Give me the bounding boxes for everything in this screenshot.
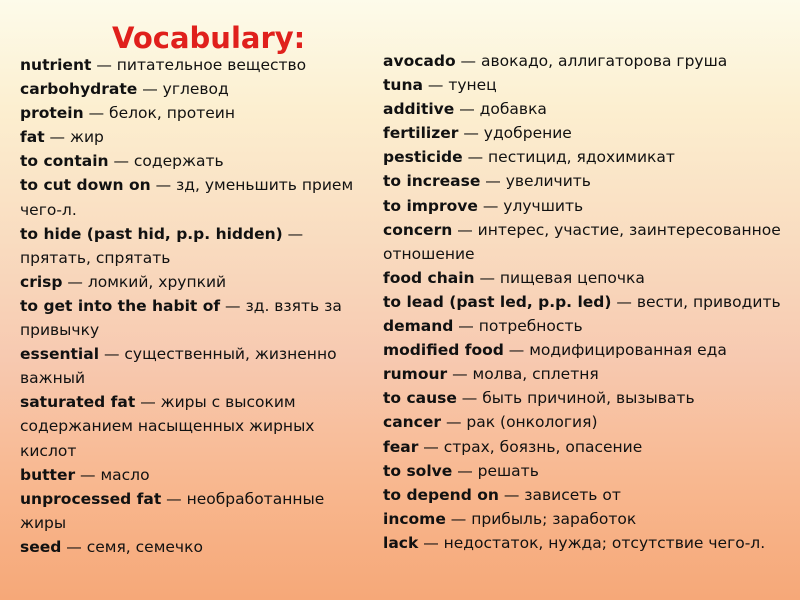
vocabulary-term: cancer <box>383 413 442 432</box>
vocabulary-entry <box>20 125 365 149</box>
vocabulary-term: to lead (past led, p.p. led) <box>383 292 612 311</box>
vocabulary-term: to get into the habit of <box>20 296 221 315</box>
vocabulary-entry <box>20 77 365 101</box>
term-separator: — <box>150 176 177 195</box>
vocabulary-translation: авокадо, аллигаторова груша <box>480 52 728 70</box>
term-separator: — <box>108 152 134 171</box>
term-separator: — <box>453 317 479 336</box>
vocabulary-translation: интерес, участие, заинтересованное отношение <box>383 220 781 263</box>
term-separator: — <box>91 56 117 74</box>
vocabulary-term: avocado <box>383 52 456 70</box>
vocabulary-term: rumour <box>383 365 448 384</box>
term-separator: — <box>161 489 187 508</box>
vocabulary-term: saturated fat <box>20 393 136 412</box>
term-separator: — <box>454 100 480 119</box>
vocabulary-entry <box>383 386 788 410</box>
vocabulary-entry <box>20 173 365 221</box>
term-separator: — <box>220 296 246 315</box>
term-separator: — <box>458 124 484 143</box>
vocabulary-term: essential <box>20 345 100 364</box>
vocabulary-translation: рак (онкология) <box>466 413 598 432</box>
vocabulary-term: food chain <box>383 268 475 287</box>
vocabulary-entry <box>20 487 365 535</box>
term-separator: — <box>422 76 449 95</box>
vocabulary-term: to cause <box>383 389 457 408</box>
vocabulary-entry <box>383 73 788 97</box>
term-separator: — <box>480 172 506 191</box>
vocabulary-translation: прятать, спрятать <box>20 248 171 267</box>
vocabulary-translation: тунец <box>448 76 497 95</box>
term-separator: — <box>452 220 478 239</box>
vocabulary-term: tuna <box>383 76 423 95</box>
vocabulary-translation: ломкий, хрупкий <box>87 272 227 291</box>
vocabulary-term: modified food <box>383 341 504 360</box>
vocabulary-translation: быть причиной, вызывать <box>482 389 695 408</box>
vocabulary-term: income <box>383 509 446 528</box>
vocabulary-translation: белок, протеин <box>109 104 235 123</box>
vocabulary-term: fat <box>20 128 45 147</box>
term-separator: — <box>282 224 304 243</box>
vocabulary-translation: питательное вещество <box>116 56 307 74</box>
vocabulary-term: to cut down on <box>20 176 151 195</box>
vocabulary-entry <box>20 270 365 294</box>
vocabulary-entry <box>383 459 788 483</box>
term-separator: — <box>75 465 101 484</box>
vocabulary-entry <box>383 410 788 434</box>
vocabulary-translation: прибыль; заработок <box>471 509 637 528</box>
vocabulary-translation: вести, приводить <box>636 292 781 311</box>
vocabulary-term: to increase <box>383 172 481 191</box>
term-separator: — <box>477 196 504 215</box>
term-separator: — <box>455 52 481 70</box>
vocabulary-entry <box>383 507 788 531</box>
vocabulary-entry <box>383 194 788 218</box>
term-separator: — <box>441 413 467 432</box>
vocabulary-entry <box>20 463 365 487</box>
vocabulary-entry <box>383 97 788 121</box>
term-separator: — <box>83 104 110 123</box>
vocabulary-translation: молва, сплетня <box>472 365 599 384</box>
vocabulary-translation: зависеть от <box>524 485 621 504</box>
term-separator: — <box>447 365 473 384</box>
vocabulary-term: unprocessed fat <box>20 489 162 508</box>
vocabulary-term: to improve <box>383 196 478 215</box>
vocabulary-translation: недостаток, нужда; отсутствие чего-л. <box>443 533 766 552</box>
vocabulary-list-right <box>383 49 788 555</box>
vocabulary-term: fertilizer <box>383 124 459 143</box>
vocabulary-translation: зд. взять за привычку <box>20 296 342 340</box>
term-separator: — <box>44 128 70 147</box>
page-title: Vocabulary: <box>112 21 306 55</box>
vocabulary-entry <box>383 362 788 386</box>
term-separator: — <box>135 393 161 412</box>
vocabulary-translation: содержать <box>133 152 224 171</box>
term-separator: — <box>62 272 88 291</box>
vocabulary-entry <box>20 101 365 125</box>
vocabulary-translation: жир <box>69 128 104 147</box>
vocabulary-translation: улучшить <box>503 196 584 215</box>
vocabulary-entry <box>20 535 365 559</box>
vocabulary-translation: существенный, жизненно важный <box>20 345 337 388</box>
vocabulary-entry <box>383 121 788 145</box>
vocabulary-entry <box>383 483 788 507</box>
term-separator: — <box>462 148 489 167</box>
vocabulary-translation: страх, боязнь, опасение <box>443 437 643 456</box>
vocabulary-translation: зд, уменьшить прием чего-л. <box>20 176 354 219</box>
vocabulary-entry <box>383 290 788 314</box>
term-separator: — <box>445 509 472 528</box>
vocabulary-translation: удобрение <box>483 124 572 143</box>
vocabulary-list-left <box>20 53 365 559</box>
term-separator: — <box>418 437 444 456</box>
vocabulary-term: carbohydrate <box>20 80 138 99</box>
vocabulary-term: to solve <box>383 461 453 480</box>
vocabulary-translation: семя, семечко <box>86 537 203 556</box>
vocabulary-term: crisp <box>20 272 63 291</box>
term-separator: — <box>418 533 444 552</box>
vocabulary-term: pesticide <box>383 148 463 167</box>
vocabulary-term: to depend on <box>383 485 499 504</box>
vocabulary-entry <box>20 294 365 342</box>
vocabulary-translation: необработанные жиры <box>20 489 325 532</box>
vocabulary-term: demand <box>383 317 454 336</box>
vocabulary-entry <box>383 49 788 73</box>
vocabulary-entry <box>383 218 788 266</box>
term-separator: — <box>61 537 87 556</box>
vocabulary-term: nutrient <box>20 56 92 74</box>
vocabulary-translation: модифицированная еда <box>529 341 727 360</box>
vocabulary-translation: жиры с высоким содержанием насыщенных жирных кислот <box>20 393 315 460</box>
vocabulary-translation: увеличить <box>505 172 591 191</box>
vocabulary-entry <box>383 435 788 459</box>
vocabulary-entry <box>383 266 788 290</box>
vocabulary-entry <box>20 53 365 77</box>
vocabulary-translation: добавка <box>479 100 547 119</box>
term-separator: — <box>452 461 478 480</box>
term-separator: — <box>474 268 500 287</box>
vocabulary-term: fear <box>383 437 419 456</box>
vocabulary-translation: пестицид, ядохимикат <box>488 148 675 167</box>
vocabulary-entry <box>20 222 365 270</box>
vocabulary-entry <box>20 342 365 390</box>
vocabulary-term: lack <box>383 533 419 552</box>
vocabulary-entry <box>20 390 365 462</box>
term-separator: — <box>498 485 525 504</box>
vocabulary-term: butter <box>20 465 76 484</box>
vocabulary-term: concern <box>383 220 453 239</box>
vocabulary-entry <box>383 531 788 555</box>
vocabulary-term: additive <box>383 100 455 119</box>
vocabulary-translation: углевод <box>162 80 229 99</box>
vocabulary-entry <box>383 145 788 169</box>
vocabulary-translation: масло <box>100 465 150 484</box>
term-separator: — <box>456 389 483 408</box>
vocabulary-translation: решать <box>477 461 539 480</box>
vocabulary-entry <box>383 314 788 338</box>
vocabulary-term: protein <box>20 104 84 123</box>
vocabulary-entry <box>20 149 365 173</box>
vocabulary-entry <box>383 338 788 362</box>
term-separator: — <box>503 341 530 360</box>
term-separator: — <box>611 292 637 311</box>
term-separator: — <box>99 345 125 364</box>
vocabulary-entry <box>383 169 788 193</box>
vocabulary-term: to hide (past hid, p.p. hidden) <box>20 224 283 243</box>
term-separator: — <box>137 80 163 99</box>
vocabulary-term: to contain <box>20 152 109 171</box>
vocabulary-translation: пищевая цепочка <box>499 268 645 287</box>
vocabulary-term: seed <box>20 537 62 556</box>
vocabulary-translation: потребность <box>478 317 583 336</box>
